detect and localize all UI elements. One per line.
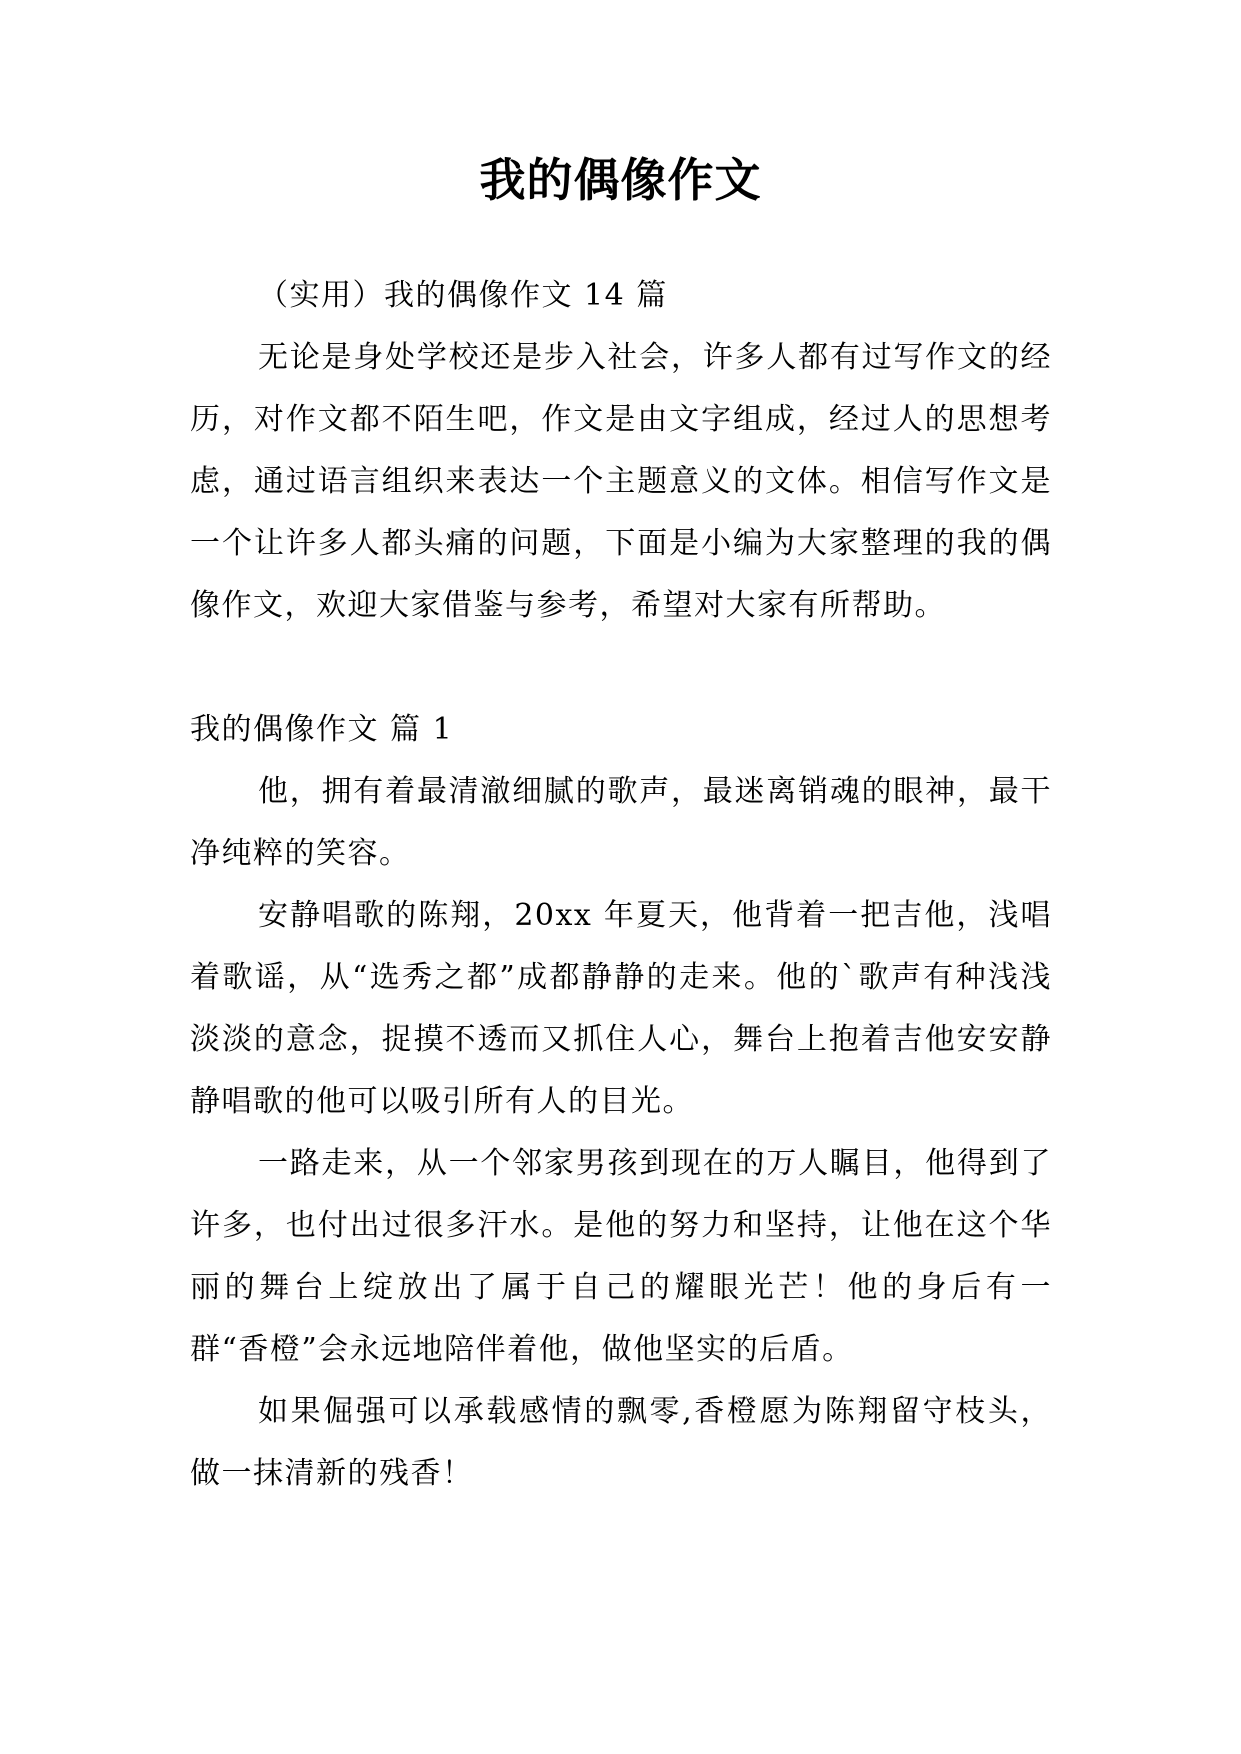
body-paragraph: 安静唱歌的陈翔，20xx 年夏天，他背着一把吉他，浅唱着歌谣，从“选秀之都”成都静静的走来。他的`歌声有种浅浅淡淡的意念，捉摸不透而又抓住人心，舞台上抱着吉他安安静静唱歌的他可以吸引所有人的目光。 xyxy=(190,898,1052,1119)
document-body xyxy=(190,265,1052,1505)
document-subtitle: （实用）我的偶像作文 14 篇 xyxy=(258,278,668,313)
document-title: 我的偶像作文 xyxy=(479,153,762,207)
section-heading: 我的偶像作文 篇 1 xyxy=(190,712,454,747)
body-paragraph: 他，拥有着最清澈细腻的歌声，最迷离销魂的眼神，最干净纯粹的笑容。 xyxy=(190,774,1052,871)
intro-paragraph: 无论是身处学校还是步入社会，许多人都有过写作文的经历，对作文都不陌生吧，作文是由文字组成，经过人的思想考虑，通过语言组织来表达一个主题意义的文体。相信写作文是一个让许多人都头痛的问题，下面是小编为大家整理的我的偶像作文，欢迎大家借鉴与参考，希望对大家有所帮助。 xyxy=(190,340,1052,623)
spacer xyxy=(190,637,1052,699)
body-paragraph: 如果倔强可以承载感情的飘零,香橙愿为陈翔留守枝头，做一抹清新的残香！ xyxy=(190,1394,1052,1491)
body-paragraph: 一路走来，从一个邻家男孩到现在的万人瞩目，他得到了许多，也付出过很多汗水。是他的努力和坚持，让他在这个华丽的舞台上绽放出了属于自己的耀眼光芒！他的身后有一群“香橙”会永远地陪伴着他，做他坚实的后盾。 xyxy=(190,1146,1052,1367)
